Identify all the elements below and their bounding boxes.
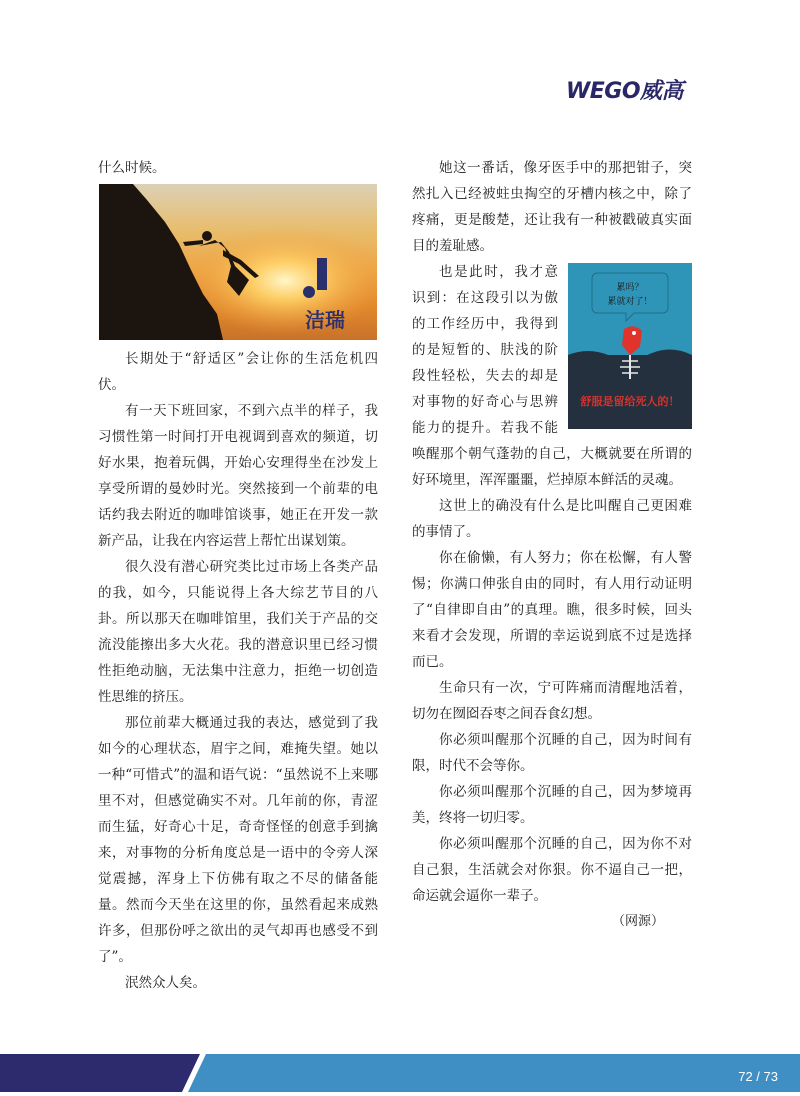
paragraph: 她这一番话，像牙医手中的那把钳子，突然扎入已经被蛀虫掏空的牙槽内核之中，除了疼痛，更是酸楚，还让我有一种被戳破真实面目的羞耻感。: [412, 160, 692, 254]
poster-image: [568, 263, 692, 429]
left-column: [98, 155, 378, 996]
climber-photo: [99, 184, 377, 340]
page-number: 72 / 73: [738, 1069, 778, 1084]
poster-caption: 舒服是留给死人的！: [580, 395, 680, 408]
paragraph: 什么时候。: [98, 160, 166, 176]
paragraph: 很久没有潜心研究类比过市场上各类产品的我，如今，只能说得上各大综艺节目的八卦。所以那天在咖啡馆里，我们关于产品的交流没能擦出多大火花。我的潜意识里已经习惯性拒绝动脑，无法集中注意力，拒绝一切创造性思维的挤压。: [98, 559, 378, 705]
paragraph: 那位前辈大概通过我的表达，感觉到了我如今的心理状态，眉宇之间，难掩失望。她以一种“可惜式”的温和语气说：“虽然说不上来哪里不对，但感觉确实不对。几年前的你，青涩而生猛，好奇心十足，奇奇怪怪的创意手到擒来，对事物的分析角度总是一语中的令旁人深觉震撼，浑身上下仿佛有取之不尽的储备能量。然而今天坐在这里的你，虽然看起来成熟许多，但那份呼之欲出的灵气却再也感受不到了”。: [98, 715, 378, 965]
footer-band: [0, 1054, 800, 1092]
paragraph: 你必须叫醒那个沉睡的自己，因为时间有限，时代不会等你。: [412, 732, 692, 774]
paragraph: 你必须叫醒那个沉睡的自己，因为梦境再美，终将一切归零。: [412, 784, 692, 826]
paragraph: 长期处于“舒适区”会让你的生活危机四伏。: [98, 351, 378, 393]
paragraph: 生命只有一次，宁可阵痛而清醒地活着，切勿在囫囵吞枣之间吞食幻想。: [412, 680, 692, 722]
poster-bubble-line1: 累吗？: [616, 283, 644, 293]
right-column: [412, 155, 692, 935]
paragraph: 这世上的确没有什么是比叫醒自己更困难的事情了。: [412, 498, 692, 540]
paragraph: 也是此时，我才意识到：在这段引以为傲的工作经历中，我得到的是短暂的、肤浅的阶段性轻松，失去的却是对事物的好奇心与思辨能力的提升。若我不能唤醒那个朝气蓬勃的自己，大概就要在所谓的好环境里，浑浑噩噩，烂掉原本鲜活的灵魂。: [412, 264, 692, 488]
paragraph: 泯然众人矣。: [125, 975, 206, 991]
photo-logo-text: 洁瑞: [305, 308, 345, 332]
source-note: （网源）: [611, 914, 664, 929]
paragraph: 你必须叫醒那个沉睡的自己，因为你不对自己狠，生活就会对你狠。你不逼自己一把，命运就会逼你一辈子。: [412, 836, 692, 904]
paragraph: 你在偷懒，有人努力；你在松懈，有人警惕；你满口伸张自由的同时，有人用行动证明了“自律即自由”的真理。瞧，很多时候，回头来看才会发现，所谓的幸运说到底不过是选择而已。: [412, 550, 692, 670]
poster-bubble-line2: 累就对了！: [607, 297, 653, 307]
brand-logo: WEGO威高: [566, 79, 684, 104]
paragraph: 有一天下班回家，不到六点半的样子，我习惯性第一时间打开电视调到喜欢的频道，切好水果，抱着玩偶，开始心安理得坐在沙发上享受所谓的曼妙时光。突然接到一个前辈的电话约我去附近的咖啡馆谈事，她正在开发一款新产品，让我在内容运营上帮忙出谋划策。: [98, 403, 378, 549]
